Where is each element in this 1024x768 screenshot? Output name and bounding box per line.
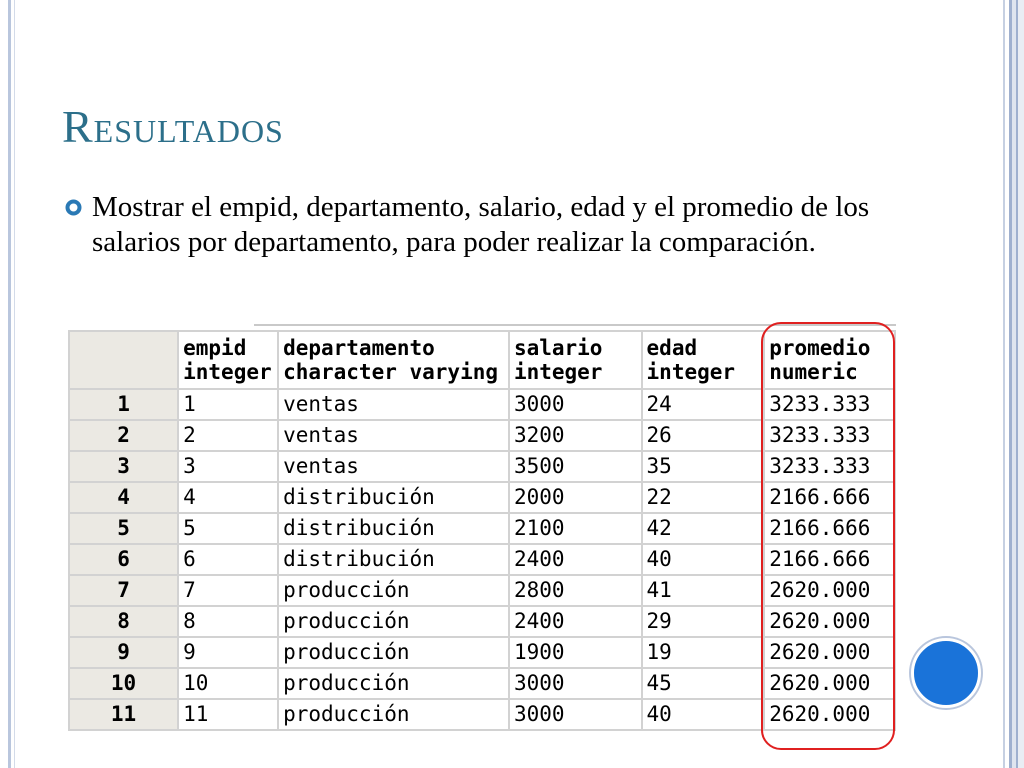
cell-promedio[interactable]: 2166.666 — [764, 544, 895, 575]
cell-salario[interactable]: 2800 — [509, 575, 642, 606]
table-row[interactable] — [69, 513, 895, 544]
cell-salario[interactable]: 2000 — [509, 482, 642, 513]
cell-promedio[interactable]: 2620.000 — [764, 575, 895, 606]
table-row[interactable] — [69, 637, 895, 668]
cell-edad[interactable]: 24 — [642, 389, 765, 420]
column-type: numeric — [769, 360, 858, 384]
cell-promedio[interactable]: 2620.000 — [764, 606, 895, 637]
column-name: promedio — [769, 336, 871, 360]
row-number[interactable]: 1 — [69, 389, 178, 420]
column-header-salario[interactable] — [509, 331, 642, 389]
table-row[interactable] — [69, 544, 895, 575]
cell-promedio[interactable]: 3233.333 — [764, 451, 895, 482]
table-row[interactable] — [69, 606, 895, 637]
slide-frame-left-inner — [14, 0, 15, 768]
cell-empid[interactable]: 8 — [178, 606, 278, 637]
cell-empid[interactable]: 3 — [178, 451, 278, 482]
cell-empid[interactable]: 4 — [178, 482, 278, 513]
cell-promedio[interactable]: 2620.000 — [764, 668, 895, 699]
cell-edad[interactable]: 41 — [642, 575, 765, 606]
row-number[interactable]: 3 — [69, 451, 178, 482]
table-row[interactable] — [69, 451, 895, 482]
cell-empid[interactable]: 10 — [178, 668, 278, 699]
cell-departamento[interactable]: ventas — [278, 420, 509, 451]
cell-salario[interactable]: 3000 — [509, 389, 642, 420]
cell-promedio[interactable]: 3233.333 — [764, 420, 895, 451]
results-grid — [68, 324, 896, 748]
row-number[interactable]: 7 — [69, 575, 178, 606]
cell-edad[interactable]: 45 — [642, 668, 765, 699]
blue-circle-decoration — [911, 638, 981, 708]
cell-empid[interactable]: 5 — [178, 513, 278, 544]
cell-departamento[interactable]: distribución — [278, 482, 509, 513]
ring-bullet-icon — [65, 199, 82, 216]
cell-salario[interactable]: 2400 — [509, 606, 642, 637]
column-name: edad — [646, 336, 698, 360]
header-row — [69, 331, 895, 389]
corner-cell[interactable] — [69, 331, 178, 389]
cell-salario[interactable]: 1900 — [509, 637, 642, 668]
column-header-edad[interactable] — [642, 331, 765, 389]
slide-title: Resultados — [62, 101, 284, 152]
cell-salario[interactable]: 3000 — [509, 668, 642, 699]
cell-departamento[interactable]: ventas — [278, 389, 509, 420]
cell-departamento[interactable]: producción — [278, 699, 509, 730]
slide-frame-right — [976, 0, 1024, 768]
column-name: empid — [183, 336, 247, 360]
cell-departamento[interactable]: distribución — [278, 513, 509, 544]
cell-departamento[interactable]: producción — [278, 606, 509, 637]
cell-edad[interactable]: 40 — [642, 544, 765, 575]
slide-frame-left — [8, 0, 11, 768]
cell-promedio[interactable]: 2620.000 — [764, 699, 895, 730]
cell-departamento[interactable]: ventas — [278, 451, 509, 482]
grid-top-border — [254, 324, 896, 326]
column-type: character varying — [283, 360, 498, 384]
row-number[interactable]: 11 — [69, 699, 178, 730]
column-name: departamento — [283, 336, 435, 360]
row-number[interactable]: 6 — [69, 544, 178, 575]
cell-edad[interactable]: 19 — [642, 637, 765, 668]
cell-departamento[interactable]: distribución — [278, 544, 509, 575]
cell-empid[interactable]: 11 — [178, 699, 278, 730]
cell-promedio[interactable]: 2166.666 — [764, 482, 895, 513]
table-row[interactable] — [69, 668, 895, 699]
row-number[interactable]: 5 — [69, 513, 178, 544]
cell-salario[interactable]: 3200 — [509, 420, 642, 451]
table-row[interactable] — [69, 420, 895, 451]
row-number[interactable]: 4 — [69, 482, 178, 513]
cell-promedio[interactable]: 3233.333 — [764, 389, 895, 420]
row-number[interactable]: 10 — [69, 668, 178, 699]
cell-empid[interactable]: 7 — [178, 575, 278, 606]
cell-edad[interactable]: 35 — [642, 451, 765, 482]
cell-edad[interactable]: 42 — [642, 513, 765, 544]
column-header-promedio[interactable] — [764, 331, 895, 389]
results-table — [68, 330, 896, 731]
cell-salario[interactable]: 2400 — [509, 544, 642, 575]
cell-empid[interactable]: 2 — [178, 420, 278, 451]
bullet-text: Mostrar el empid, departamento, salario, edad y el promedio de los salarios por departamento, para poder realizar la comparación. — [92, 191, 870, 258]
column-type: integer — [513, 360, 603, 384]
column-header-empid[interactable] — [178, 331, 278, 389]
cell-departamento[interactable]: producción — [278, 668, 509, 699]
cell-empid[interactable]: 1 — [178, 389, 278, 420]
cell-promedio[interactable]: 2620.000 — [764, 637, 895, 668]
column-type: integer — [646, 360, 736, 384]
table-row[interactable] — [69, 482, 895, 513]
column-name: salario — [513, 336, 603, 360]
cell-empid[interactable]: 6 — [178, 544, 278, 575]
table-row[interactable] — [69, 575, 895, 606]
row-number[interactable]: 2 — [69, 420, 178, 451]
cell-departamento[interactable]: producción — [278, 575, 509, 606]
row-number[interactable]: 9 — [69, 637, 178, 668]
cell-departamento[interactable]: producción — [278, 637, 509, 668]
cell-salario[interactable]: 3500 — [509, 451, 642, 482]
cell-salario[interactable]: 2100 — [509, 513, 642, 544]
cell-edad[interactable]: 26 — [642, 420, 765, 451]
column-header-departamento[interactable] — [278, 331, 509, 389]
cell-edad[interactable]: 22 — [642, 482, 765, 513]
cell-salario[interactable]: 3000 — [509, 699, 642, 730]
column-type: integer — [183, 360, 272, 384]
table-row[interactable] — [69, 389, 895, 420]
cell-promedio[interactable]: 2166.666 — [764, 513, 895, 544]
cell-edad[interactable]: 40 — [642, 699, 765, 730]
cell-empid[interactable]: 9 — [178, 637, 278, 668]
cell-edad[interactable]: 29 — [642, 606, 765, 637]
row-number[interactable]: 8 — [69, 606, 178, 637]
table-row[interactable] — [69, 699, 895, 730]
